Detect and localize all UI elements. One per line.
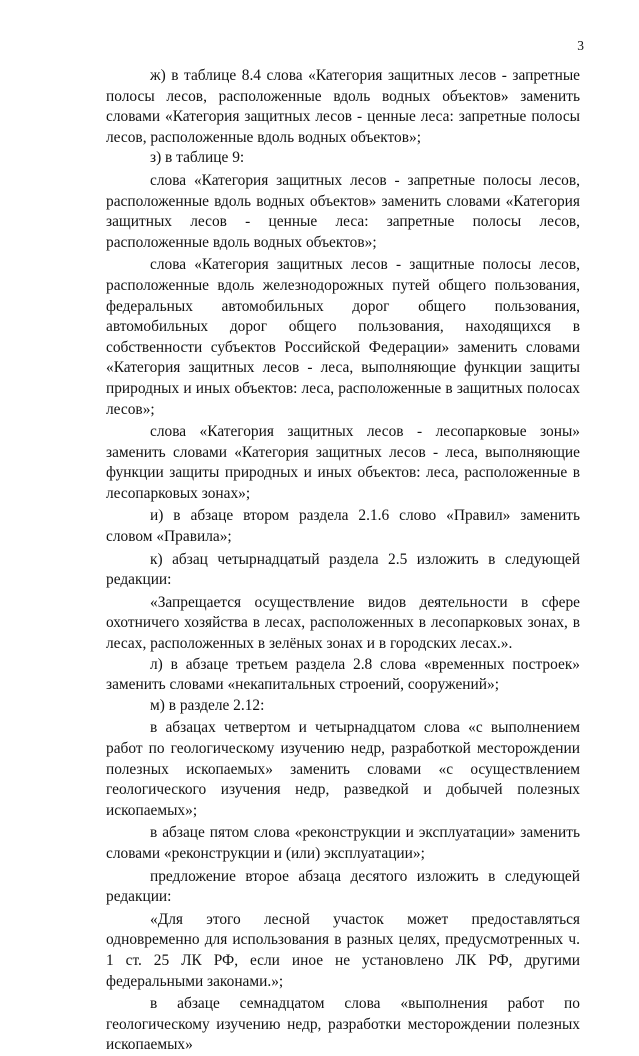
page-number: 3 [577, 38, 584, 53]
paragraph-zh: ж) в таблице 8.4 слова «Категория защитных лесов - запретные полосы лесов, расположенные вдоль водных объектов» заменить словами «Категория защитных лесов - ценные леса: запретные полосы лесов, расположенные вдоль водных объектов»; [106, 67, 580, 146]
paragraph-m: м) в разделе 2.12: [150, 696, 265, 714]
paragraph-m-item-4: в абзаце семнадцатом слова «выполнения работ по геологическому изучению недр, разработки месторождении полезных ископаемых» [106, 995, 580, 1054]
paragraph-z: з) в таблице 9: [150, 149, 245, 167]
paragraph-m-item-2: в абзаце пятом слова «реконструкции и эксплуатации» заменить словами «реконструкции и (или) эксплуатации»; [106, 824, 580, 862]
paragraph-k-quote: «Запрещается осуществление видов деятельности в сфере охотничего хозяйства в лесах, расположенных в лесопарковых зонах, в лесах, расположенных в зелёных зонах и в городских лесах.». [106, 593, 580, 653]
paragraph-z-item-3: слова «Категория защитных лесов - лесопарковые зоны» заменить словами «Категория защитных лесов - леса, выполняющие функции защиты природных и иных объектов: леса, расположенные в лесопарковых зонах»; [106, 423, 580, 502]
paragraph-k: к) абзац четырнадцатый раздела 2.5 изложить в следующей редакции: [106, 550, 580, 589]
paragraph-z-item-2: слова «Категория защитных лесов - защитные полосы лесов, расположенные вдоль железнодорожных путей общего пользования, федеральных автомобильных дорог общего пользования, автомобильных дорог общего пользования, находящихся в собственности субъектов Российской Федерации» заменить словами «Категория защитных лесов - леса, выполняющие функции защиты природных и иных объектов: леса, расположенные в защитных полосах лесов»; [106, 256, 580, 418]
paragraph-z-item-1: слова «Категория защитных лесов - запретные полосы лесов, расположенные вдоль водных объектов» заменить словами «Категория защитных лесов - ценные леса: запретные полосы лесов, расположенные вдоль водных объектов»; [106, 171, 580, 251]
paragraph-l: л) в абзаце третьем раздела 2.8 слова «временных построек» заменить словами «некапитальных строений, сооружений»; [106, 655, 580, 694]
paragraph-i: и) в абзаце втором раздела 2.1.6 слово «Правил» заменить словом «Правила»; [106, 507, 580, 546]
paragraph-m-quote: «Для этого лесной участок может предоставляться одновременно для использования в разных целях, предусмотренных ч. 1 ст. 25 ЛК РФ, если иное не установлено ЛК РФ, другими федеральными законами.»; [106, 910, 580, 990]
paragraph-m-item-1: в абзацах четвертом и четырнадцатом слова «с выполнением работ по геологическому изучению недр, разработкой месторождении полезных ископаемых» заменить словами «с осуществлением геологического изучения недр, разведкой и добычей полезных ископаемых»; [106, 719, 580, 819]
document-body [106, 66, 580, 1056]
paragraph-m-item-3: предложение второе абзаца десятого изложить в следующей редакции: [106, 867, 580, 906]
